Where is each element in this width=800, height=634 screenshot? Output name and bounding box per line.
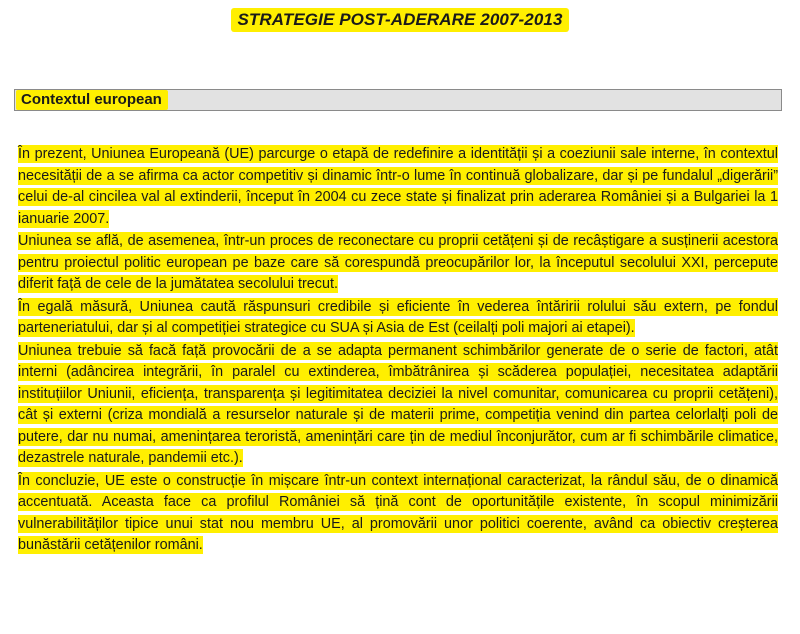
paragraph-text: Uniunea se află, de asemenea, într-un proces de reconectare cu proprii cetățeni și de recâștigare a susținerii acestora pentru proiectul politic european pe baze care să corespundă preocupărilor lor, la începutul secolului XXI, percepute diferit față de cele de la jumătatea secolului trecut. bbox=[18, 233, 778, 292]
paragraph bbox=[16, 144, 780, 230]
paragraph bbox=[16, 341, 780, 470]
paragraph-text: Uniunea trebuie să facă față provocării de a se adapta permanent schimbărilor generate de o serie de factori, atât interni (adâncirea integrării, în paralel cu extinderea, îmbătrânirea și scăderea populației, necesitatea adaptării instituțiilor Uniunii, eficiența, transparența și legitimitatea deciziei la nivel comunitar, comunicarea cu proprii cetățeni), cât și externi (criza mondială a resurselor naturale și de materii prime, competiția venind din partea celorlalți poli de putere, dar nu numai, amenințarea teroristă, amenințări care țin de mediul înconjurător, cum ar fi schimbările climatice, dezastrele naturale, pandemii etc.). bbox=[18, 342, 778, 466]
title-wrapper bbox=[0, 8, 800, 32]
document-title: STRATEGIE POST-ADERARE 2007-2013 bbox=[231, 8, 568, 32]
document-body bbox=[16, 144, 780, 558]
section-heading: Contextul european bbox=[16, 90, 168, 110]
paragraph bbox=[16, 297, 780, 340]
paragraph bbox=[16, 231, 780, 296]
paragraph-text: În egală măsură, Uniunea caută răspunsuri credibile și eficiente în vederea întăririi rolului său extern, pe fondul parteneriatului, dar și al competiției strategice cu SUA și Asia de Est (ceilalți poli majori ai etapei). bbox=[18, 298, 778, 336]
paragraph bbox=[16, 471, 780, 557]
paragraph-text: În concluzie, UE este o construcție în mișcare într-un context internațional caracterizat, la rândul său, de o dinamică accentuată. Aceasta face ca profilul României să țină cont de oportunitățile existente, în scopul minimizării vulnerabilităților tipice unui stat nou membru UE, al promovării unor politici coerente, având ca obiectiv creșterea bunăstării cetățenilor români. bbox=[18, 472, 778, 553]
paragraph-text: În prezent, Uniunea Europeană (UE) parcurge o etapă de redefinire a identității și a coeziunii sale interne, în contextul necesității de a se afirma ca actor competitiv și dinamic într-o lume în continuă globalizare, dar și pe fundalul „digerării” celui de-al cincilea val al extinderii, început în 2004 cu zece state și finalizat prin aderarea României și a Bulgariei la 1 ianuarie 2007. bbox=[18, 146, 778, 227]
section-header-bar bbox=[14, 89, 782, 111]
